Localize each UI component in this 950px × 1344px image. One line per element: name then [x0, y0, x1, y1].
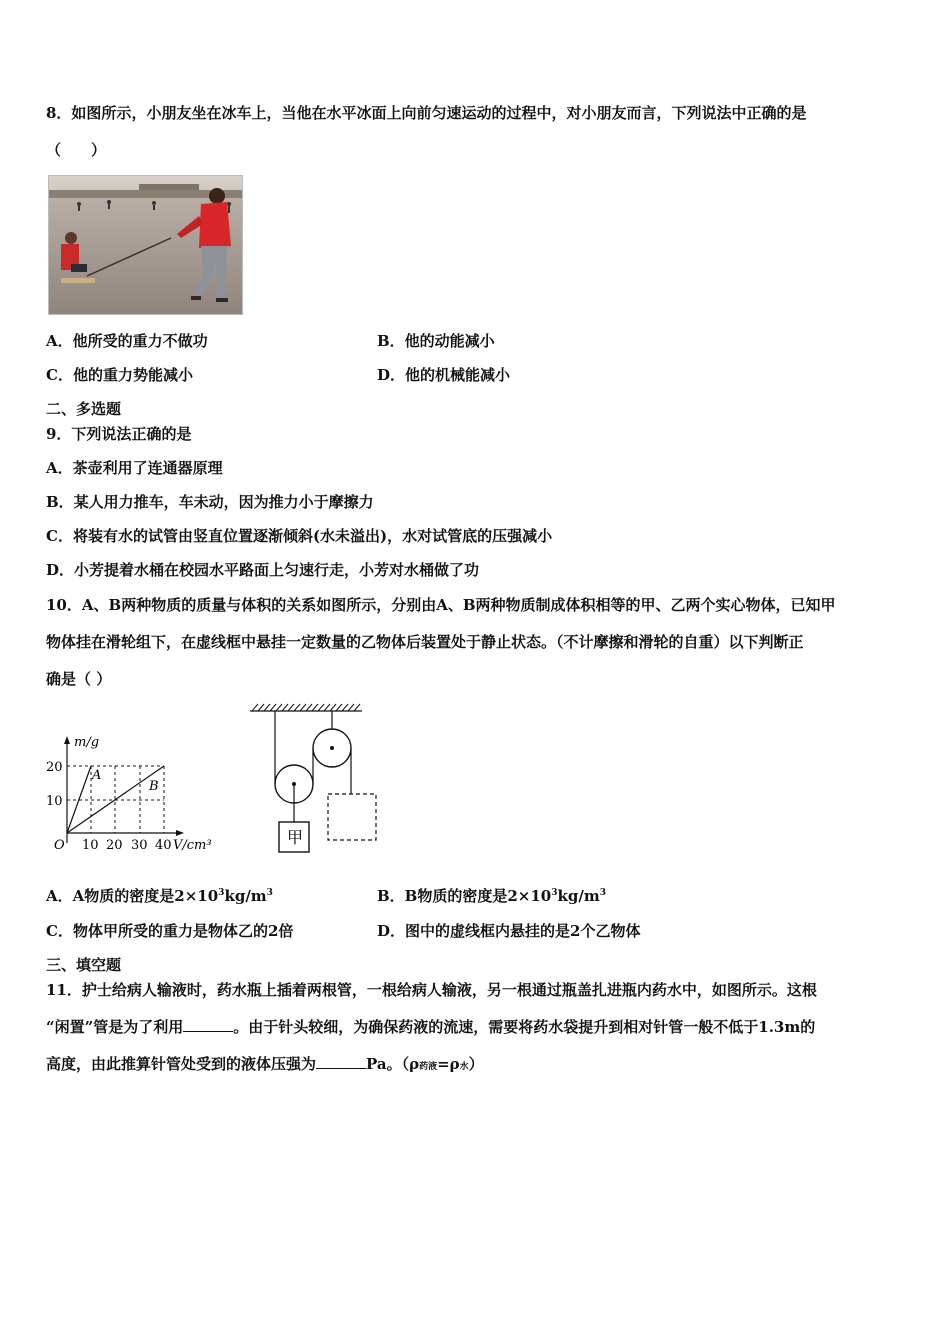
section-heading-fill-in: 三、填空题 — [46, 956, 122, 974]
ice-sled-illustration — [49, 176, 242, 314]
q10-option-b: B．B物质的密度是$2\times 10^3kg/m^3$ — [377, 887, 607, 905]
q10-option-c: C．物体甲所受的重力是物体乙的2倍 — [46, 922, 294, 940]
q11-line3: 高度，由此推算针管处受到的液体压强为 Pa。（ρ药液=ρ水） — [46, 1055, 484, 1073]
q9-option-d: D．小芳提着水桶在校园水平路面上匀速行走，小芳对水桶做了功 — [46, 561, 480, 579]
q9-option-c: C．将装有水的试管由竖直位置逐渐倾斜(水未溢出)，水对试管底的压强减小 — [46, 527, 553, 545]
q10-stem-line2: 物体挂在滑轮组下，在虚线框中悬挂一定数量的乙物体后装置处于静止状态。（不计摩擦和滑轮的自重）以下判断正 — [46, 633, 804, 651]
x-tick-10: 10 — [82, 838, 99, 853]
y-tick-20: 20 — [46, 760, 63, 775]
origin-label: O — [54, 838, 65, 853]
q11-blank-1[interactable] — [183, 1017, 233, 1032]
block-jia-label: 甲 — [287, 828, 304, 847]
x-tick-20: 20 — [106, 838, 123, 853]
x-tick-40: 40 — [155, 838, 172, 853]
q11-line1: 11．护士给病人输液时，药水瓶上插着两根管，一根给病人输液，另一根通过瓶盖扎进瓶内药水中，如图所示。这根 — [46, 981, 817, 999]
q10-stem-line3: 确是（ ） — [46, 670, 112, 688]
line-a-label: A — [92, 768, 102, 783]
q8-option-b: B．他的动能减小 — [377, 332, 495, 350]
q8-option-a: A．他所受的重力不做功 — [46, 332, 208, 350]
q8-option-d: D．他的机械能减小 — [377, 366, 511, 384]
x-tick-30: 30 — [131, 838, 148, 853]
y-axis-label: m/g — [74, 735, 100, 750]
ceiling-hatch — [250, 704, 362, 711]
pulley-system-diagram — [246, 700, 386, 860]
q10-option-d: D．图中的虚线框内悬挂的是2个乙物体 — [377, 922, 641, 940]
q9-option-a: A．茶壶利用了连通器原理 — [46, 459, 223, 477]
q11-line2: “闲置”管是为了利用 。由于针头较细，为确保药液的流速，需要将药水袋提升到相对针管一般不低于1.3m的 — [46, 1018, 816, 1036]
q10-stem-line1: 10．A、B两种物质的质量与体积的关系如图所示，分别由A、B两种物质制成体积相等的甲、乙两个实心物体，已知甲 — [46, 596, 836, 614]
dashed-box — [328, 794, 376, 840]
q8-option-c: C．他的重力势能减小 — [46, 366, 193, 384]
q9-stem: 9．下列说法正确的是 — [46, 425, 192, 443]
y-axis-arrow — [64, 736, 70, 744]
section-heading-multiple-choice: 二、多选题 — [46, 400, 122, 418]
line-b-label: B — [149, 779, 159, 794]
mass-volume-graph — [44, 728, 224, 858]
x-axis-arrow — [176, 830, 184, 836]
ice-sled-photo — [48, 175, 243, 315]
q10-option-a: A．A物质的密度是$2\times 10^3kg/m^3$ — [46, 887, 273, 905]
q8-stem: 8．如图所示，小朋友坐在冰车上，当他在水平冰面上向前匀速运动的过程中，对小朋友而言，下列说法中正确的是 — [46, 104, 807, 122]
q11-blank-2[interactable] — [316, 1054, 366, 1069]
x-axis-label: V/cm³ — [173, 838, 212, 853]
q9-option-b: B．某人用力推车，车未动，因为推力小于摩擦力 — [46, 493, 374, 511]
q8-paren: （ ） — [46, 141, 107, 159]
y-tick-10: 10 — [46, 794, 63, 809]
